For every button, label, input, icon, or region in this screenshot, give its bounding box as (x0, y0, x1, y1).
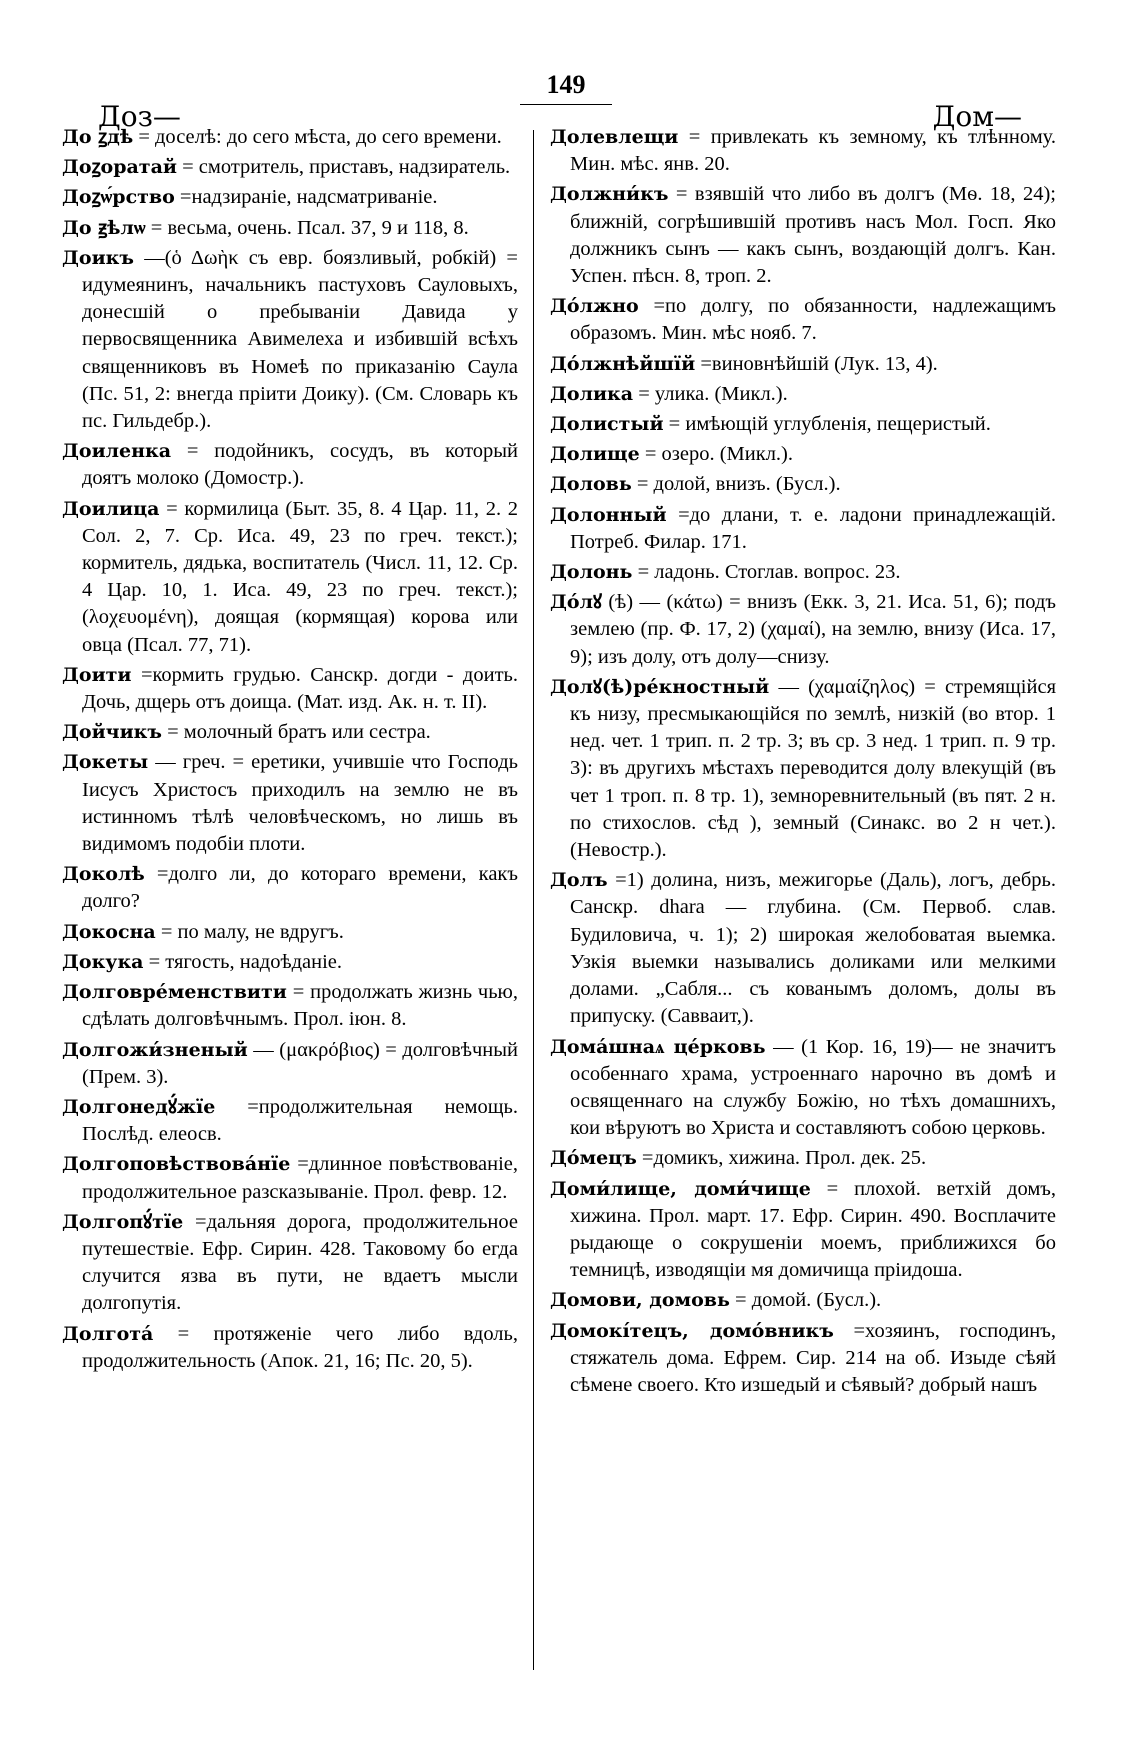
entry-headword: Долевлещи (550, 126, 679, 148)
guide-word-right: Дом— (932, 100, 1022, 133)
dictionary-entry (62, 215, 518, 242)
entry-definition: = долой, внизъ. (Бусл.). (636, 473, 841, 496)
entry-definition: = ладонь. Стоглав. вопрос. 23. (637, 561, 901, 584)
dictionary-entry (550, 124, 1056, 178)
entry-definition: =кормить грудью. Санскр. догди - доить. Дочь, дщерь отъ доища. (Мат. изд. Ак. н. т. II). (82, 663, 518, 714)
entry-definition: =по долгу, по обязанности, надлежащимъ образомъ. Мин. мѣс нояб. 7. (570, 295, 1056, 345)
entry-definition: — (μακρόβιος) = долговѣчный (Прем. 3). (82, 1038, 518, 1088)
entry-definition: —(ὁ Δωὴκ съ евр. боязливый, робкій) = идумеянинъ, начальникъ пастуховъ Сауловыхъ, донесшій о пребываніи Давида у первосвященника Авимелеха и избившій всѣхъ священниковъ въ Номеѣ по приказанію Саула (Пс. 51, 2: внегда пріити Доику). (См. Словарь къ пс. Гильдебр.). (82, 246, 518, 433)
entry-headword: Долꙋ(ѣ)ре́кностный (550, 675, 770, 698)
entry-definition: =длинное повѣствованіе, продолжительное разсказываніе. Прол. февр. 12. (82, 1153, 519, 1203)
page-number-rule (520, 104, 612, 105)
dictionary-entry (550, 1034, 1056, 1143)
entry-headword: До́лꙋ (550, 591, 602, 614)
dictionary-entry (62, 154, 518, 181)
entry-headword: Докеты (62, 751, 149, 774)
dictionary-entry (62, 1037, 518, 1091)
entry-definition: =долго ли, до котораго времени, какъ долго? (82, 863, 518, 913)
entry-definition: =продолжительная немощь. Послѣд. елеосв. (82, 1095, 518, 1146)
entry-headword: Доловь (550, 473, 632, 496)
entry-headword: Долистый (550, 413, 664, 436)
dictionary-entry (62, 1209, 518, 1318)
entry-headword: Доиленка (62, 440, 172, 463)
dictionary-entry (62, 719, 518, 746)
entry-headword: До́лжно (550, 295, 639, 318)
dictionary-entry (550, 293, 1056, 347)
guide-word-left: Доз— (98, 100, 181, 133)
entry-headword: Доми́лище, доми́чище (550, 1177, 811, 1200)
entry-definition: — (χαμαίζηλος) = стремящійся къ низу, пресмыкающійся по землѣ, низкій (во втор. 1 нед. чет. 1 трип. п. 2 тр. 3; въ ср. 3 нед. 1 трип. п. 9 тр. 3): въ другихъ мѣстахъ переводится долу влекущій (въ чет 1 троп. п. 8 тр. 1), земноревнительный (въ пят. 2 н. по стихослов. сѣд ), земный (Синакс. во 2 н чет.). (Невостр.). (570, 675, 1056, 862)
dictionary-entry (62, 861, 518, 915)
column-divider (533, 130, 534, 1670)
entry-definition: — (1 Кор. 16, 19)— не значитъ особеннаго храма, устроеннаго нарочно въ домѣ и освященнаго на службу Божію, но тѣхъ домашнихъ, кои вѣруютъ во Христа и составляютъ собою церковь. (570, 1035, 1057, 1140)
entry-definition: = смотритель, приставъ, надзиратель. (182, 156, 511, 179)
dictionary-entry (550, 674, 1056, 864)
dictionary-entry (550, 411, 1056, 438)
dictionary-entry (62, 979, 518, 1033)
entry-definition: =1) долина, низъ, межигорье (Даль), логъ, дебрь. Санскр. dhara — глубина. (См. Первоб. слав. Будиловича, ч. 1); 2) широкая желобоватая выемка. Узкія выемки назывались доликами или мелкими долами. „Сабля... съ кованымъ доломъ, долы въ припуску. (Савваит,). (570, 869, 1057, 1028)
entry-headword: До́мецъ (550, 1147, 637, 1170)
page-number: 149 (546, 70, 586, 99)
entry-headword: Доꙁоратай (62, 156, 177, 179)
dictionary-entry (550, 351, 1056, 378)
entry-definition: = протяженіе чего либо вдоль, продолжительность (Апок. 21, 16; Пс. 20, 5). (82, 1322, 519, 1372)
entry-definition: = взявшій что либо въ долгъ (Мѳ. 18, 24); ближній, согрѣшившій противъ насъ Мол. Госп. Яко должникъ сынъ — какъ сынъ, воздающій долгъ. Кан. Успен. пѣсн. 8, троп. 2. (570, 183, 1056, 288)
entry-definition: — греч. = еретики, учившіе что Господь Іисусъ Христосъ приходилъ на землю не въ истинномъ тѣлѣ человѣческомъ, но лишь въ видимомъ подобіи плоти. (82, 751, 518, 856)
entry-definition: =до длани, т. е. ладони принадлежащій. Потреб. Филар. 171. (570, 503, 1056, 553)
dictionary-entry (62, 184, 518, 211)
entry-definition: =домикъ, хижина. Прол. дек. 25. (641, 1147, 927, 1170)
entry-headword: Долонь (550, 561, 633, 584)
entry-definition: = озеро. (Микл.). (644, 443, 794, 466)
entry-headword: Докука (62, 950, 144, 973)
entry-headword: Дойчикъ (62, 721, 162, 744)
dictionary-entry (550, 589, 1056, 671)
entry-headword: Доилица (62, 497, 160, 520)
dictionary-entry (62, 662, 518, 716)
dictionary-entry (62, 245, 518, 435)
dictionary-entry (550, 559, 1056, 586)
dictionary-entry (550, 1145, 1056, 1172)
entry-definition: =дальняя дорога, продолжительное путешествіе. Ефр. Сирин. 428. Таковому бо егда случится язва въ пути, не вдаетъ мысли долгопутія. (82, 1210, 519, 1315)
entry-headword: До ꙁдѣ (62, 126, 134, 148)
entry-definition: =надзираніе, надсматриваніе. (179, 186, 438, 209)
entry-headword: Долище (550, 443, 640, 466)
entry-definition: = тягость, надоѣданіе. (148, 950, 343, 973)
entry-headword: Долгопꙋ́тїе (62, 1210, 184, 1233)
entry-headword: Долгонедꙋ́жїе (62, 1095, 216, 1118)
entry-definition: = плохой. ветхій домъ, хижина. Прол. март. 17. Ефр. Сирин. 490. Восплачите рыдающе о сокрушеніи моемъ, приближихся бо темницѣ, изводящіи мя домичища прiидоша. (570, 1177, 1057, 1282)
dictionary-entry (62, 438, 518, 492)
entry-headword: Доколѣ (62, 863, 145, 886)
dictionary-entry (550, 441, 1056, 468)
dictionary-entry (550, 381, 1056, 408)
dictionary-entry (550, 1318, 1056, 1400)
entry-definition: = весьма, очень. Псал. 37, 9 и 118, 8. (150, 216, 469, 239)
dictionary-entry (62, 1151, 518, 1205)
entry-headword: Доити (62, 663, 132, 686)
dictionary-entry (62, 124, 518, 151)
entry-headword: Долика (550, 382, 634, 405)
dictionary-entry (62, 949, 518, 976)
entry-headword: Долговре́менствити (62, 981, 287, 1004)
dictionary-entry (550, 867, 1056, 1030)
left-column (62, 124, 518, 1378)
entry-headword: Доикъ (62, 246, 134, 269)
entry-definition: = домой. (Бусл.). (735, 1289, 882, 1312)
entry-headword: Долъ (550, 869, 608, 892)
entry-headword: Дома́шнаѧ це́рковь (550, 1035, 766, 1058)
entry-headword: До́лжнѣйшїй (550, 352, 696, 375)
dictionary-entry (62, 1094, 518, 1148)
dictionary-entry (550, 181, 1056, 290)
page-header (0, 70, 1132, 133)
dictionary-entry (62, 919, 518, 946)
entry-definition: = продолжать жизнь чью, сдѣлать долговѣчнымъ. Прол. іюн. 8. (82, 981, 518, 1031)
entry-headword: Долонный (550, 503, 667, 526)
entry-headword: Домокı́тецъ, домо́вникъ (550, 1319, 834, 1342)
entry-definition: = молочный братъ или сестра. (167, 721, 431, 744)
entry-headword: Докосна (62, 920, 156, 943)
entry-definition: = кормилица (Быт. 35, 8. 4 Цар. 11, 2. 2 Сол. 2, 7. Ср. Иса. 49, 23 по греч. текст.); кормитель, дядька, воспитатель (Числ. 11, 12. Ср. 4 Цар. 10, 1. Иса. 49, 23 по греч. текст.); (λοχευομένη), доящая (кормящая) корова или овца (Псал. 77, 71). (82, 497, 518, 656)
entry-headword: До ꙃѣлѡ (62, 216, 146, 239)
dictionary-entry (550, 1176, 1056, 1285)
entry-headword: Долгоповѣствова́нїе (62, 1153, 291, 1176)
dictionary-entry (62, 496, 518, 659)
entry-definition: =виновнѣйшій (Лук. 13, 4). (700, 352, 938, 375)
dictionary-entry (62, 1321, 518, 1375)
entry-definition: =хозяинъ, господинъ, стяжатель дома. Ефрем. Сир. 214 на об. Изыде сѣяй сѣмене своего. Кто изшедый и сѣявый? добрый нашъ (570, 1319, 1056, 1396)
dictionary-entry (550, 471, 1056, 498)
dictionary-entry (62, 749, 518, 858)
entry-definition: = по малу, не вдругъ. (160, 920, 344, 943)
dictionary-entry (550, 502, 1056, 556)
entry-definition: = имѣющій углубленія, пещеристый. (668, 413, 991, 436)
right-column (550, 124, 1056, 1402)
entry-headword: Долгожи́зненый (62, 1038, 248, 1061)
entry-headword: Доꙁѡ́рство (62, 186, 175, 209)
entry-definition: = подойникъ, сосудъ, въ который доятъ молоко (Домостр.). (82, 440, 519, 490)
dictionary-entry (550, 1287, 1056, 1314)
entry-definition: = доселѣ: до сего мѣста, до сего времени. (138, 126, 502, 148)
entry-headword: Домови, домовь (550, 1289, 730, 1312)
entry-definition: = привлекать къ земному, къ тлѣнному. Мин. мѣс. янв. 20. (570, 126, 1057, 176)
entry-definition: = улика. (Микл.). (638, 382, 788, 405)
entry-headword: Долгота́ (62, 1322, 154, 1345)
entry-definition: (ѣ) — (κάτω) = внизъ (Екк. 3, 21. Иса. 51, 6); подъ землею (пр. Ф. 17, 2) (χαμαί), на землю, внизу (Иса. 17, 9); изъ долу, отъ долу—снизу. (570, 591, 1056, 668)
entry-headword: Должни́къ (550, 183, 669, 206)
